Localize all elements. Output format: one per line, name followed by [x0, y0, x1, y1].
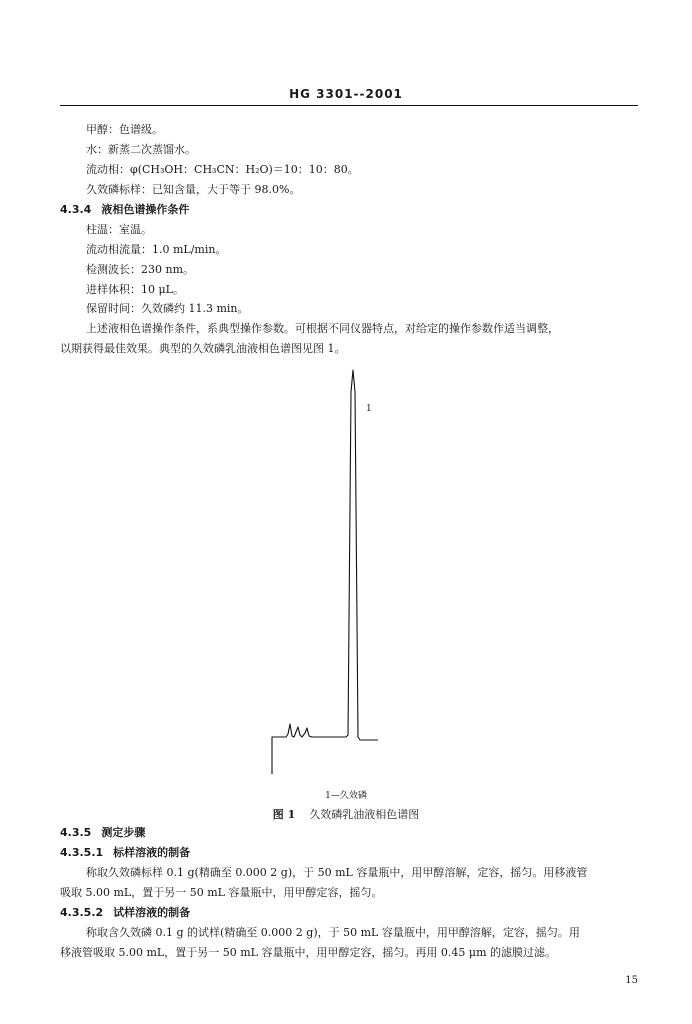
paragraph-line: 称取久效磷标样 0.1 g(精确至 0.000 2 g)，于 50 mL 容量瓶中，用甲醇溶解，定容，摇匀。用移液管 — [86, 866, 588, 879]
chromatogram-trace — [272, 370, 378, 774]
section-title: 试样溶液的制备 — [113, 906, 191, 919]
section-title: 液相色谱操作条件 — [101, 203, 190, 216]
section-number: 4.3.5 — [60, 826, 92, 839]
section-title: 测定步骤 — [101, 826, 146, 839]
paragraph-line: 称取含久效磷 0.1 g 的试样(精确至 0.000 2 g)，于 50 mL 容量瓶中，用甲醇溶解，定容，摇匀。用 — [86, 926, 580, 939]
flow-rate: 流动相流量：1.0 mL/min。 — [86, 243, 227, 256]
section-4-3-5-heading — [60, 826, 145, 840]
section-number: 4.3.5.1 — [60, 846, 104, 859]
reagent-methanol: 甲醇：色谱级。 — [86, 123, 163, 136]
standard-sample: 久效磷标样：已知含量，大于等于 98.0%。 — [86, 183, 301, 196]
figure-legend: 1—久效磷 — [325, 791, 367, 801]
mobile-phase: 流动相：φ(CH₃OH：CH₃CN：H₂O)＝10：10：80。 — [86, 163, 359, 176]
detection-wavelength: 检测波长：230 nm。 — [86, 263, 195, 276]
column-temperature: 柱温：室温。 — [86, 223, 152, 236]
standard-code-header: HG 3301--2001 — [289, 87, 403, 101]
section-title: 标样溶液的制备 — [113, 846, 191, 859]
figure-title: 久效磷乳油液相色谱图 — [309, 808, 420, 821]
injection-volume: 进样体积：10 μL。 — [86, 283, 184, 296]
header-rule — [60, 105, 638, 106]
chromatogram — [260, 362, 390, 782]
paragraph-line: 吸取 5.00 mL，置于另一 50 mL 容量瓶中，用甲醇定容，摇匀。 — [60, 886, 383, 899]
section-4-3-5-2-heading — [60, 906, 190, 920]
paragraph-line: 上述液相色谱操作条件，系典型操作参数。可根据不同仪器特点，对给定的操作参数作适当调整， — [86, 322, 559, 335]
peak-label: 1 — [366, 404, 372, 414]
retention-time: 保留时间：久效磷约 11.3 min。 — [86, 302, 249, 315]
section-number: 4.3.4 — [60, 203, 92, 216]
section-4-3-4-heading — [60, 203, 189, 217]
page-number: 15 — [625, 975, 638, 986]
paragraph-line: 移液管吸取 5.00 mL，置于另一 50 mL 容量瓶中，用甲醇定容，摇匀。再用 0.45 μm 的滤膜过滤。 — [60, 946, 557, 959]
section-number: 4.3.5.2 — [60, 906, 104, 919]
reagent-water: 水：新蒸二次蒸馏水。 — [86, 143, 196, 156]
paragraph-line: 以期获得最佳效果。典型的久效磷乳油液相色谱图见图 1。 — [60, 342, 346, 355]
figure-caption — [0, 806, 692, 822]
figure-number: 图 1 — [272, 808, 296, 821]
section-4-3-5-1-heading — [60, 846, 190, 860]
